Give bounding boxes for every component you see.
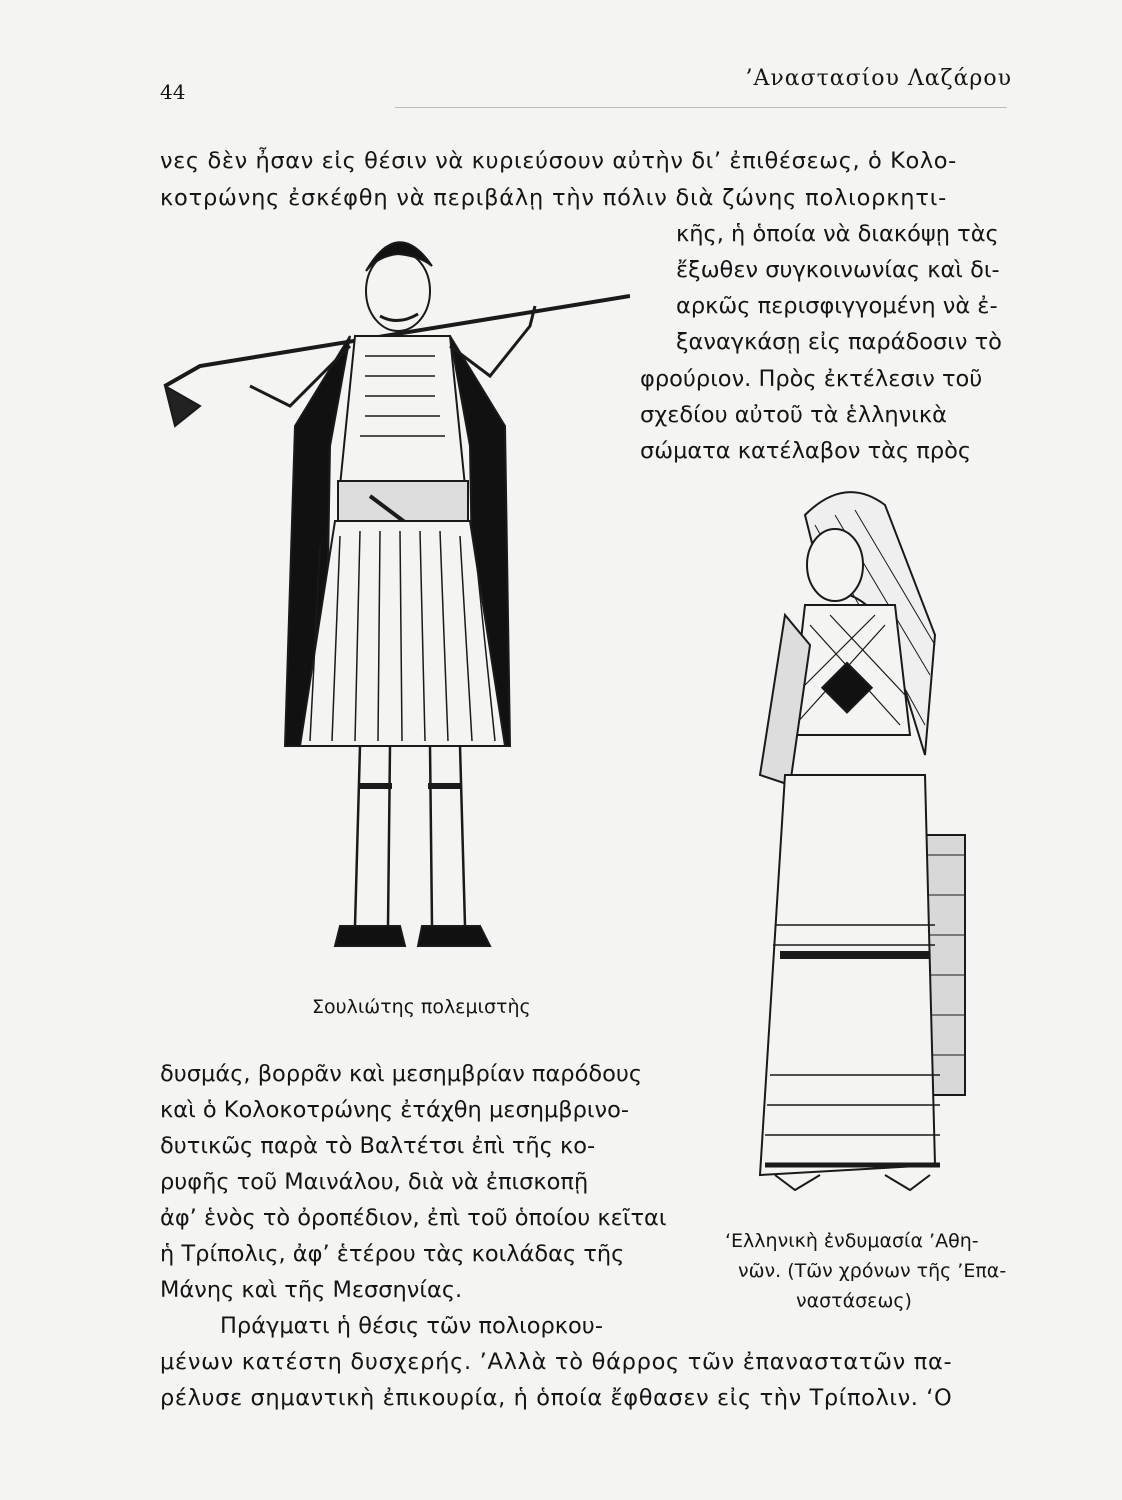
body-line: Πράγματι ἡ θέσις τῶν πολιορκου- [220, 1313, 603, 1339]
body-line: ἔξωθεν συγκοινωνίας καὶ δι- [676, 257, 1000, 283]
body-line: μένων κατέστη δυσχερής. ’Αλλὰ τὸ θάρρος τῶν ἐπαναστατῶν πα- [160, 1349, 953, 1375]
body-line: καὶ ὁ Κολοκοτρώνης ἐτάχθη μεσημβρινο- [160, 1097, 629, 1123]
body-line: σχεδίου αὐτοῦ τὰ ἑλληνικὰ [640, 402, 947, 428]
woman-caption-line: νῶν. (Τῶν χρόνων τῆς ’Επα- [738, 1260, 1007, 1282]
page-number: 44 [160, 80, 186, 104]
woman-caption-line: ‘Ελληνικὴ ἐνδυμασία ’Αθη- [725, 1230, 979, 1252]
body-line: δυτικῶς παρὰ τὸ Βαλτέτσι ἐπὶ τῆς κο- [160, 1133, 596, 1159]
athenian-woman-costume-illustration [735, 475, 975, 1195]
body-line: δυσμάς, βορρᾶν καὶ μεσημβρίαν παρόδους [160, 1061, 643, 1087]
body-line: αρκῶς περισφιγγομένη νὰ ἐ- [676, 293, 998, 319]
header-rule [395, 107, 1007, 108]
warrior-caption: Σουλιώτης πολεμιστὴς [312, 996, 531, 1018]
woman-caption-line: ναστάσεως) [796, 1290, 912, 1312]
body-line: κῆς, ἡ ὁποία νὰ διακόψῃ τὰς [676, 221, 999, 247]
body-line: Μάνης καὶ τῆς Μεσσηνίας. [160, 1277, 463, 1303]
body-line: ξαναγκάσῃ εἰς παράδοσιν τὸ [676, 329, 1002, 355]
body-line: ἀφ’ ἑνὸς τὸ ὀροπέδιον, ἐπὶ τοῦ ὁποίου κεῖται [160, 1205, 667, 1231]
body-line: ἡ Τρίπολις, ἀφ’ ἑτέρου τὰς κοιλάδας τῆς [160, 1241, 625, 1267]
body-line: κοτρώνης ἐσκέφθη νὰ περιβάλῃ τὴν πόλιν διὰ ζώνης πολιορκητι- [160, 185, 948, 211]
body-line: ρέλυσε σημαντικὴ ἐπικουρία, ἡ ὁποία ἔφθασεν εἰς τὴν Τρίπολιν. ‘Ο [160, 1385, 953, 1411]
running-head: ’Αναστασίου Λαζάρου [745, 66, 1012, 91]
body-line: ρυφῆς τοῦ Μαινάλου, διὰ νὰ ἐπισκοπῇ [160, 1169, 589, 1195]
body-line: σώματα κατέλαβον τὰς πρὸς [640, 438, 972, 464]
body-line: νες δὲν ἦσαν εἰς θέσιν νὰ κυριεύσουν αὐτὴν δι’ ἐπιθέσεως, ὁ Κολο- [160, 148, 957, 174]
body-line: φρούριον. Πρὸς ἐκτέλεσιν τοῦ [640, 366, 983, 392]
souliote-warrior-illustration [160, 226, 630, 976]
